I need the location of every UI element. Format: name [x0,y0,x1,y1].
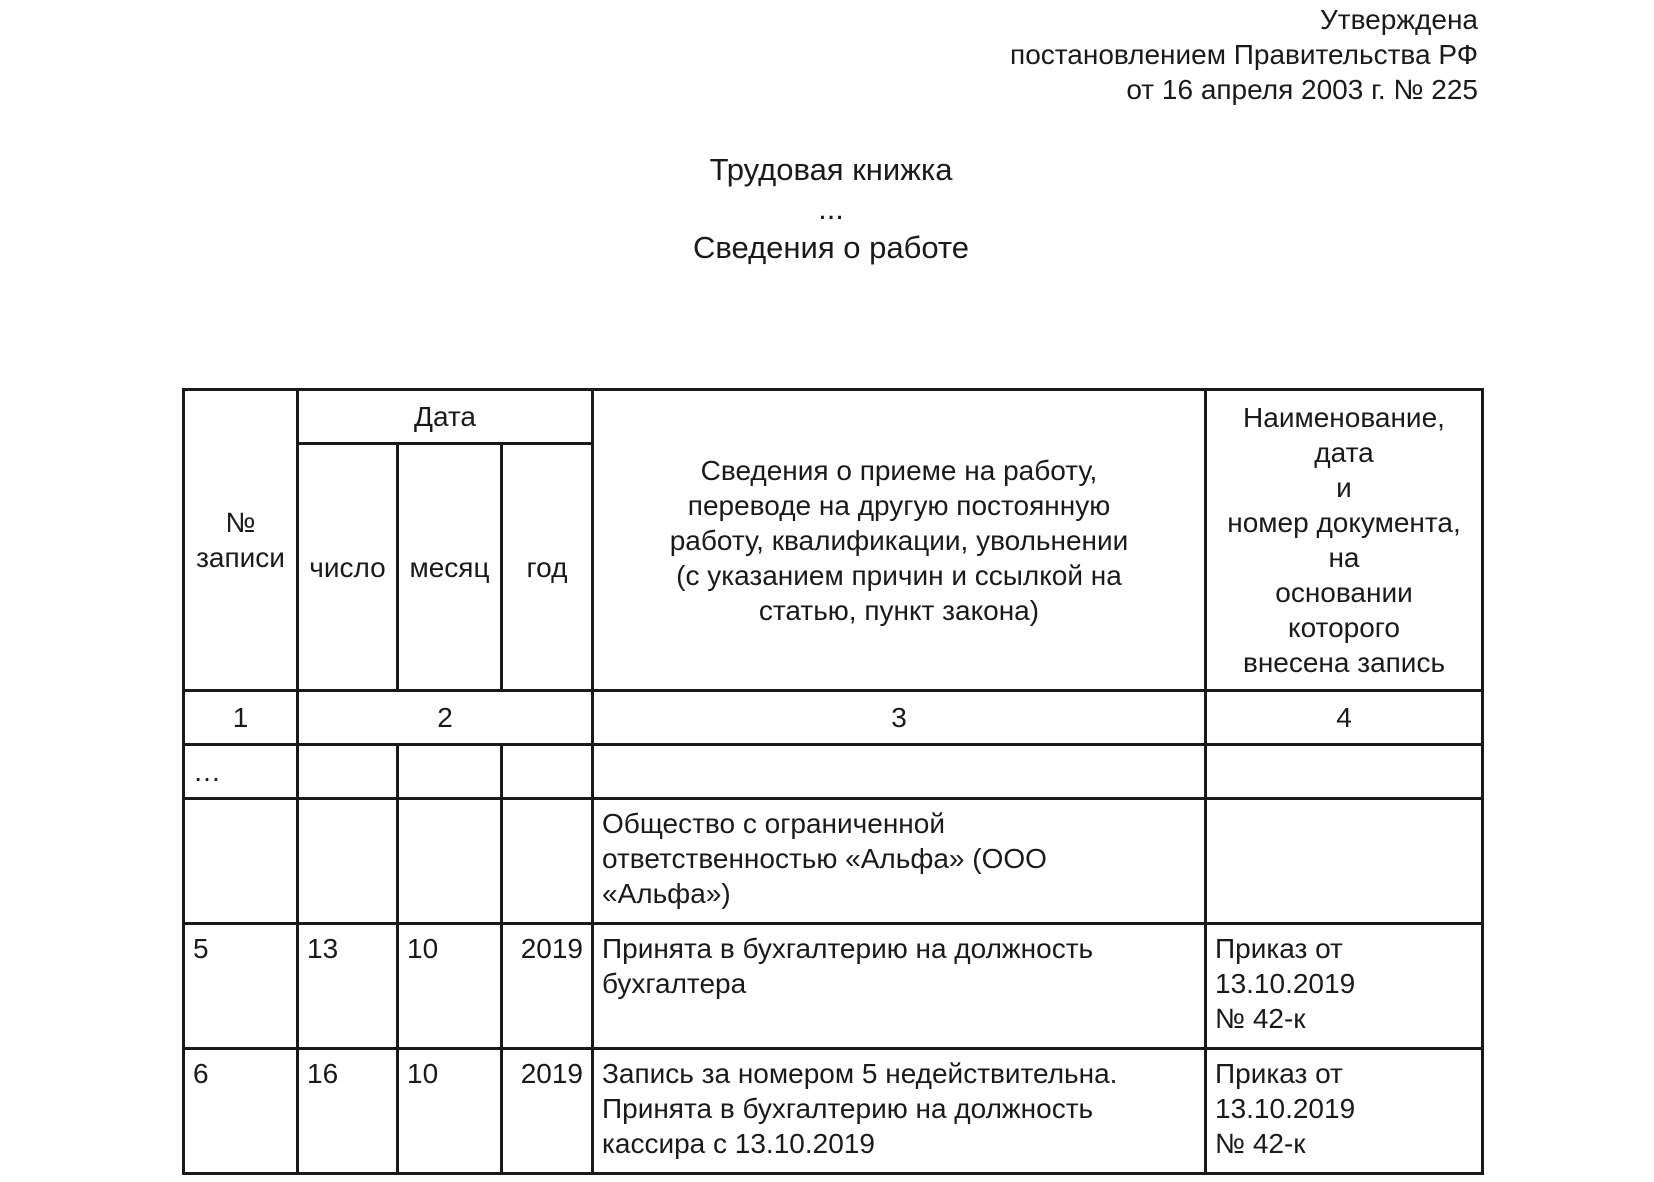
header-info: Сведения о приеме на работу, переводе на другую постоянную работу, квалификации, увольнении (с указанием причин и ссылкой на статью, пункт закона) [593,390,1206,691]
empty-cell [1206,745,1483,799]
record-month: 10 [398,924,502,1049]
header-day: число [298,444,398,691]
organization-name: Общество с ограниченной ответственностью «Альфа» (ООО «Альфа») [593,799,1206,924]
approval-line: Утверждена [1320,4,1478,35]
empty-cell [398,745,502,799]
document-header [0,150,1654,267]
header-basis: Наименование, дата и номер документа, на основании которого внесена запись [1206,390,1483,691]
approval-line: от 16 апреля 2003 г. № 225 [1126,74,1478,105]
organization-row [184,799,1483,924]
header-month: месяц [398,444,502,691]
record-month: 10 [398,1049,502,1174]
column-number: 1 [184,691,298,745]
empty-cell [398,799,502,924]
empty-cell [593,745,1206,799]
document-subtitle: Сведения о работе [693,230,969,265]
empty-cell [502,799,593,924]
header-record-no: № записи [184,390,298,691]
empty-cell [1206,799,1483,924]
table-row [184,1049,1483,1174]
title-ellipsis: ... [818,191,844,226]
column-number: 4 [1206,691,1483,745]
work-records-table [182,388,1484,1175]
header-year: год [502,444,593,691]
empty-cell [298,799,398,924]
record-basis: Приказ от 13.10.2019 № 42-к [1206,1049,1483,1174]
empty-cell [502,745,593,799]
record-no: 6 [184,1049,298,1174]
table-row [184,924,1483,1049]
record-day: 16 [298,1049,398,1174]
empty-cell [298,745,398,799]
record-year: 2019 [502,924,593,1049]
document-title: Трудовая книжка [709,152,953,187]
record-info: Принята в бухгалтерию на должность бухгалтера [593,924,1206,1049]
column-numbers-row [184,691,1483,745]
record-day: 13 [298,924,398,1049]
column-number: 2 [298,691,593,745]
approval-line: постановлением Правительства РФ [1010,39,1478,70]
header-date: Дата [298,390,593,444]
record-basis: Приказ от 13.10.2019 № 42-к [1206,924,1483,1049]
ellipsis-cell: … [184,745,298,799]
ellipsis-row [184,745,1483,799]
record-info: Запись за номером 5 недействительна. Принята в бухгалтерию на должность кассира с 13.10.2019 [593,1049,1206,1174]
empty-cell [184,799,298,924]
record-no: 5 [184,924,298,1049]
column-number: 3 [593,691,1206,745]
header-row [184,390,1483,444]
record-year: 2019 [502,1049,593,1174]
approval-stamp [1010,2,1478,107]
